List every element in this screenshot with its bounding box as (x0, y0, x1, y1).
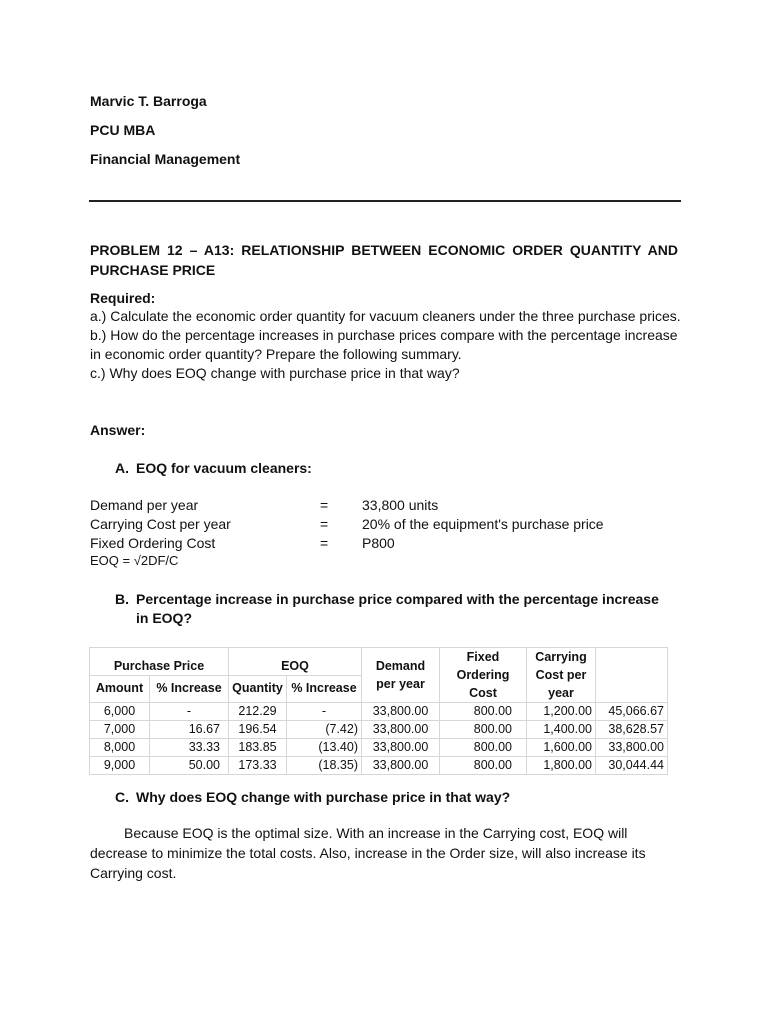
section-c-label: C. (115, 789, 129, 805)
cell-quantity: 173.33 (229, 757, 287, 775)
table-row (90, 739, 668, 757)
cell-demand: 33,800.00 (362, 757, 440, 775)
eoq-increase-header: % Increase (287, 675, 362, 703)
cell-carrying-cost: 1,800.00 (527, 757, 596, 775)
cell-total: 45,066.67 (596, 703, 668, 721)
cell-total: 30,044.44 (596, 757, 668, 775)
answer-label: Answer: (90, 422, 146, 438)
course-name: Financial Management (90, 151, 241, 167)
cell-price-increase: 33.33 (150, 739, 229, 757)
section-a-title: EOQ for vacuum cleaners: (136, 460, 312, 476)
table-row (90, 757, 668, 775)
cell-total: 38,628.57 (596, 721, 668, 739)
cell-amount: 6,000 (90, 703, 150, 721)
problem-title: PROBLEM 12 – A13: RELATIONSHIP BETWEEN ECONOMIC ORDER QUANTITY AND PURCHASE PRICE (90, 242, 678, 278)
section-a-heading (115, 460, 312, 476)
section-b-heading (115, 590, 675, 628)
summary-table (89, 647, 668, 775)
carrying-cost-equals: = (320, 516, 329, 532)
cell-quantity: 196.54 (229, 721, 287, 739)
author-name: Marvic T. Barroga (90, 93, 207, 109)
fixed-ordering-header-line3: Cost (469, 686, 497, 700)
cell-fixed-cost: 800.00 (440, 757, 527, 775)
cell-fixed-cost: 800.00 (440, 721, 527, 739)
eoq-formula: EOQ = √2DF/C (90, 553, 179, 568)
section-b-title: Percentage increase in purchase price compared with the percentage increase in EOQ? (136, 591, 659, 626)
demand-equals: = (320, 497, 329, 513)
section-c-paragraph: Because EOQ is the optimal size. With an increase in the Carrying cost, EOQ will decrease to minimize the total costs. Also, increase in the Order size, will also increase its Carrying cost. (90, 825, 646, 881)
table-header-row (90, 648, 668, 676)
fixed-ordering-header-line1: Fixed (466, 650, 500, 664)
section-b-label: B. (115, 591, 129, 607)
section-a-label: A. (115, 460, 129, 476)
cell-amount: 7,000 (90, 721, 150, 739)
carrying-cost-header-line1: Carrying (535, 650, 587, 664)
carrying-cost-label: Carrying Cost per year (90, 516, 231, 532)
section-c-title: Why does EOQ change with purchase price in that way? (136, 789, 511, 805)
cell-eoq-increase: - (287, 703, 362, 721)
demand-label: Demand per year (90, 497, 199, 513)
ordering-cost-value: P800 (362, 535, 395, 551)
cell-carrying-cost: 1,600.00 (527, 739, 596, 757)
required-item-c: c.) Why does EOQ change with purchase price in that way? (90, 365, 460, 381)
cell-eoq-increase: (13.40) (287, 739, 362, 757)
cell-quantity: 212.29 (229, 703, 287, 721)
cell-fixed-cost: 800.00 (440, 703, 527, 721)
demand-value: 33,800 units (362, 497, 439, 513)
carrying-cost-value: 20% of the equipment's purchase price (362, 516, 604, 532)
program-name: PCU MBA (90, 122, 156, 138)
price-increase-header: % Increase (150, 675, 229, 703)
required-label: Required: (90, 290, 156, 306)
cell-eoq-increase: (7.42) (287, 721, 362, 739)
cell-carrying-cost: 1,400.00 (527, 721, 596, 739)
fixed-ordering-header-line2: Ordering (456, 668, 510, 682)
amount-header: Amount (90, 675, 150, 703)
cell-demand: 33,800.00 (362, 739, 440, 757)
fixed-ordering-header (440, 648, 527, 703)
cell-demand: 33,800.00 (362, 721, 440, 739)
purchase-price-header: Purchase Price (90, 648, 229, 676)
table-row (90, 721, 668, 739)
cell-price-increase: 50.00 (150, 757, 229, 775)
cell-carrying-cost: 1,200.00 (527, 703, 596, 721)
cell-eoq-increase: (18.35) (287, 757, 362, 775)
section-c-heading (115, 789, 510, 805)
table-row (90, 703, 668, 721)
cell-amount: 8,000 (90, 739, 150, 757)
carrying-cost-header (527, 648, 596, 703)
demand-header: Demand per year (362, 648, 440, 703)
quantity-header: Quantity (229, 675, 287, 703)
ordering-cost-label: Fixed Ordering Cost (90, 535, 216, 551)
carrying-cost-header-line2: Cost per (535, 668, 587, 682)
ordering-cost-equals: = (320, 535, 329, 551)
cell-amount: 9,000 (90, 757, 150, 775)
eoq-header: EOQ (229, 648, 362, 676)
cell-demand: 33,800.00 (362, 703, 440, 721)
carrying-cost-header-line3: year (548, 686, 574, 700)
required-item-b: b.) How do the percentage increases in purchase prices compare with the percentage increase (90, 327, 678, 343)
required-item-a: a.) Calculate the economic order quantity for vacuum cleaners under the three purchase prices. (90, 308, 681, 324)
cell-quantity: 183.85 (229, 739, 287, 757)
cell-total: 33,800.00 (596, 739, 668, 757)
cell-fixed-cost: 800.00 (440, 739, 527, 757)
cell-price-increase: - (150, 703, 229, 721)
empty-header-cell (596, 648, 668, 703)
required-item-b-cont: in economic order quantity? Prepare the following summary. (90, 346, 462, 362)
cell-price-increase: 16.67 (150, 721, 229, 739)
header-divider (89, 200, 681, 202)
